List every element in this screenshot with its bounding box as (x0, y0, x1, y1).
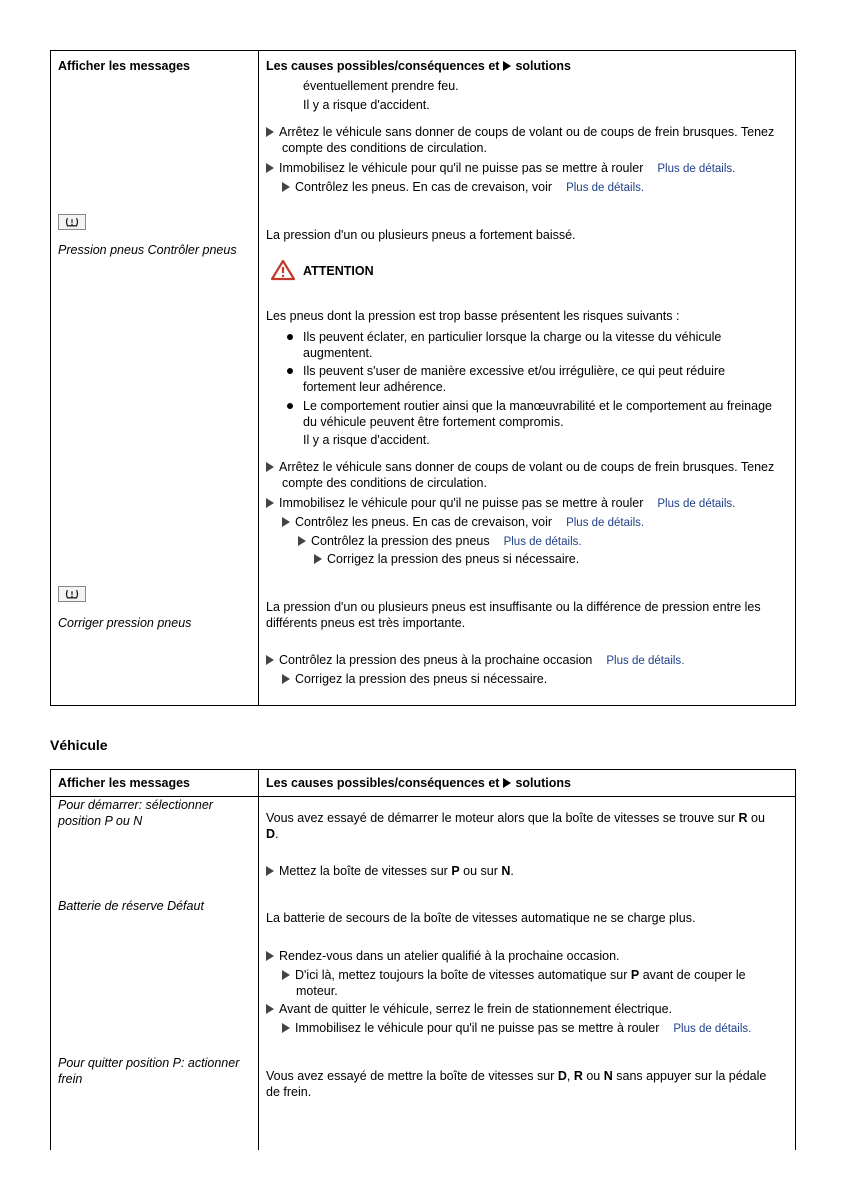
link-more-details[interactable]: Plus de détails (657, 498, 733, 510)
arrow-right-icon (266, 127, 274, 137)
warning-triangle-icon (270, 259, 296, 281)
arrow-right-icon (282, 674, 290, 684)
instruction-check-pressure: Contrôlez la pression des pneus Plus de détails. (298, 533, 582, 550)
bullet-icon (287, 334, 293, 340)
text-line: Il y a risque d'accident. (303, 433, 430, 447)
bullet-icon (287, 368, 293, 374)
instruction-park: D'ici là, mettez toujours la boîte de vitesses automatique sur P avant de couper le (282, 967, 746, 983)
arrow-right-icon (282, 1023, 290, 1033)
text-cause: de frein. (266, 1085, 312, 1099)
instruction-immobilize: Immobilisez le véhicule pour qu'il ne puisse pas se mettre à rouler Plus de détails. (266, 495, 735, 512)
link-more-details[interactable]: Plus de détails (606, 655, 682, 667)
text-cause: différents pneus est très importante. (266, 616, 466, 630)
arrow-right-icon (266, 1004, 274, 1014)
arrow-right-icon (298, 536, 306, 546)
instruction-stop: Arrêtez le véhicule sans donner de coups de volant ou de coups de frein brusques. Tenez (266, 459, 774, 475)
text-line: Les pneus dont la pression est trop basse présentent les risques suivants : (266, 309, 680, 323)
header-causes: Les causes possibles/conséquences et solutions (266, 776, 572, 790)
header-messages: Afficher les messages (58, 776, 191, 790)
arrow-right-icon (314, 554, 322, 564)
message-start-select: position P ou N (58, 814, 143, 828)
instruction-check-pressure-next: Contrôlez la pression des pneus à la prochaine occasion Plus de détails. (266, 652, 684, 669)
arrow-right-icon (266, 866, 274, 876)
text-cause: D. (266, 827, 279, 841)
text-line: augmentent. (303, 346, 373, 360)
arrow-right-icon (266, 655, 274, 665)
arrow-right-icon (266, 462, 274, 472)
message-check-tyres: Pression pneus Contrôler pneus (58, 243, 237, 257)
message-leave-park: Pour quitter position P: actionner (58, 1056, 240, 1070)
text-cause: Vous avez essayé de mettre la boîte de vitesses sur D, R ou N sans appuyer sur la pédale (266, 1069, 767, 1083)
arrow-right-icon (282, 182, 290, 192)
instruction-select-gear: Mettez la boîte de vitesses sur P ou sur N. (266, 863, 514, 879)
arrow-right-icon (266, 163, 274, 173)
arrow-right-icon (503, 778, 511, 788)
tyre-pressure-warning-icon (58, 214, 86, 230)
tyre-pressure-warning-icon (58, 586, 86, 602)
instruction-stop: Arrêtez le véhicule sans donner de coups de volant ou de coups de frein brusques. Tenez (266, 124, 774, 140)
text-line: Ils peuvent s'user de manière excessive et/ou irrégulière, ce qui peut réduire (303, 364, 726, 378)
text-line: compte des conditions de circulation. (282, 141, 487, 155)
link-more-details[interactable]: Plus de détails (657, 163, 733, 175)
attention-label: ATTENTION (303, 264, 374, 278)
arrow-right-icon (282, 970, 290, 980)
arrow-right-icon (266, 951, 274, 961)
message-start-select: Pour démarrer: sélectionner (58, 798, 213, 812)
text-cause: La pression d'un ou plusieurs pneus est insuffisante ou la différence de pression entre les (266, 600, 761, 614)
text-line: fortement leur adhérence. (303, 380, 447, 394)
header-causes: Les causes possibles/conséquences et solutions (266, 59, 572, 73)
text-line: du véhicule peuvent être fortement compromis. (303, 415, 564, 429)
instruction-immobilize: Immobilisez le véhicule pour qu'il ne puisse pas se mettre à rouler Plus de détails. (282, 1020, 751, 1037)
text-line: moteur. (296, 984, 338, 998)
link-more-details[interactable]: Plus de détails (566, 182, 641, 194)
instruction-check-tyres: Contrôlez les pneus. En cas de crevaison, voir Plus de détails. (282, 179, 644, 196)
instruction-correct-pressure: Corrigez la pression des pneus si nécessaire. (282, 671, 547, 687)
text-line: Ils peuvent éclater, en particulier lorsque la charge ou la vitesse du véhicule (303, 330, 722, 344)
message-battery-fault: Batterie de réserve Défaut (58, 899, 204, 913)
arrow-right-icon (503, 61, 511, 71)
message-leave-park: frein (58, 1072, 83, 1086)
instruction-workshop: Rendez-vous dans un atelier qualifié à la prochaine occasion. (266, 948, 620, 964)
text-cause: Vous avez essayé de démarrer le moteur alors que la boîte de vitesses se trouve sur R ou (266, 811, 765, 825)
text-line: compte des conditions de circulation. (282, 476, 487, 490)
instruction-check-tyres: Contrôlez les pneus. En cas de crevaison, voir Plus de détails. (282, 514, 644, 531)
link-more-details[interactable]: Plus de détails (566, 517, 641, 529)
arrow-right-icon (266, 498, 274, 508)
instruction-immobilize: Immobilisez le véhicule pour qu'il ne puisse pas se mettre à rouler Plus de détails. (266, 160, 735, 177)
instruction-correct-pressure: Corrigez la pression des pneus si nécessaire. (314, 551, 579, 567)
message-correct-pressure: Corriger pression pneus (58, 616, 192, 630)
link-more-details[interactable]: Plus de détails (503, 536, 579, 548)
bullet-icon (287, 403, 293, 409)
text-line: Le comportement routier ainsi que la manœuvrabilité et le comportement au freinage (303, 399, 772, 413)
link-more-details[interactable]: Plus de détails (673, 1023, 749, 1035)
arrow-right-icon (282, 517, 290, 527)
header-messages: Afficher les messages (58, 59, 191, 73)
text-line: Il y a risque d'accident. (303, 98, 430, 112)
text-cause: La pression d'un ou plusieurs pneus a fortement baissé. (266, 228, 576, 242)
text-line: éventuellement prendre feu. (303, 79, 459, 93)
section-title: Véhicule (50, 737, 108, 753)
text-cause: La batterie de secours de la boîte de vitesses automatique ne se charge plus. (266, 911, 696, 925)
instruction-parking-brake: Avant de quitter le véhicule, serrez le frein de stationnement électrique. (266, 1001, 672, 1017)
